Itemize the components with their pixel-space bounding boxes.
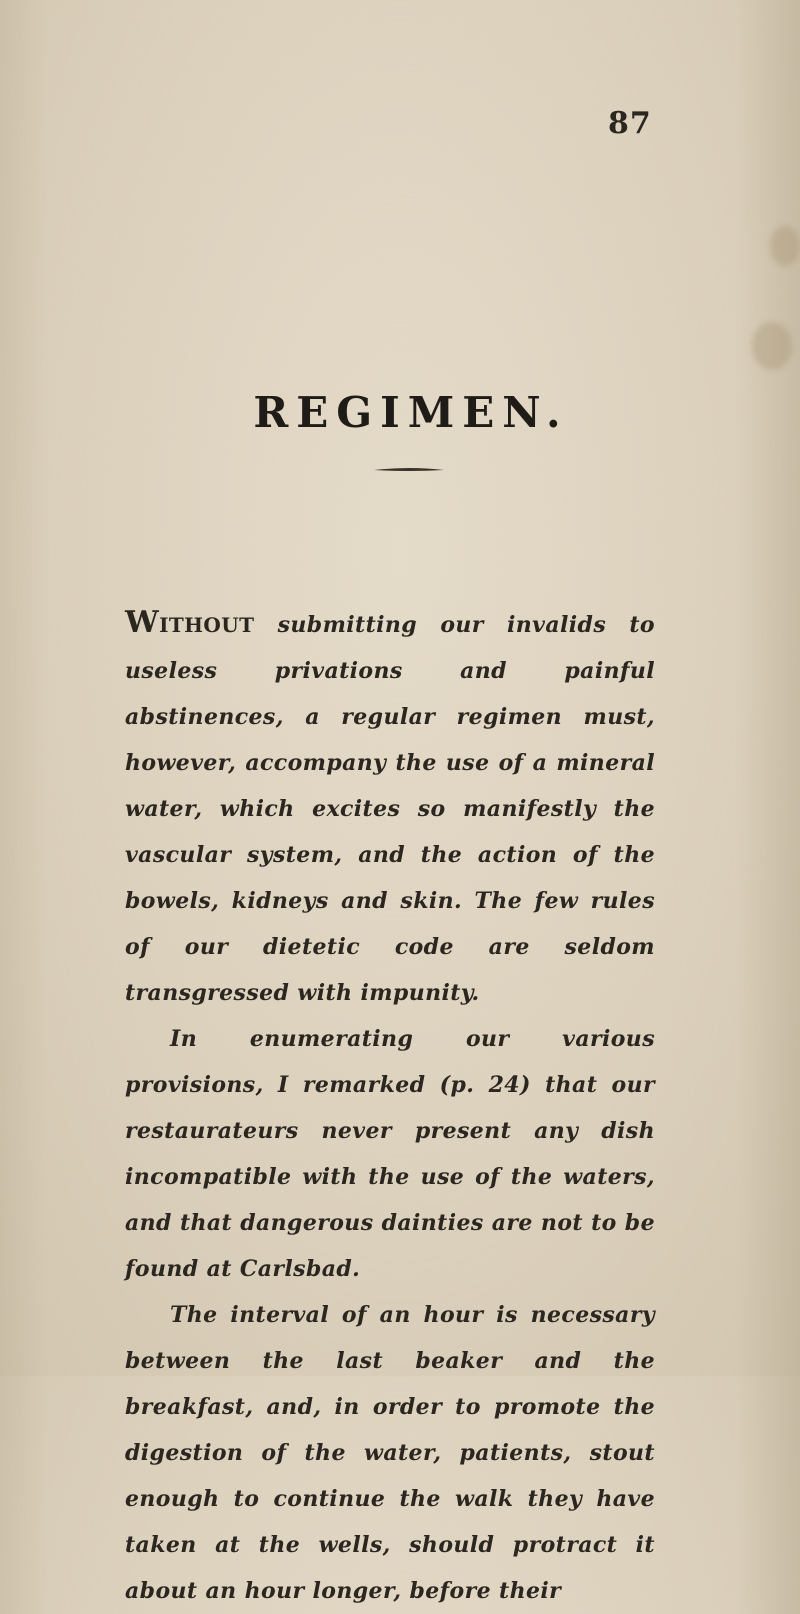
paragraph-3: The interval of an hour is necessary between the last beaker and the breakfast, and, in order to promote the digestion of the water, patients, stout enough to continue the walk they have taken at the wells, should protract it about an hour longer, before their xyxy=(125,1302,655,1604)
body-text xyxy=(125,600,655,1614)
paragraph-2: In enumerating our various provisions, I remarked (p. 24) that our restaurateurs never present any dish incompatible with the use of the waters, and that dangerous dainties are not to be found at Carlsbad. xyxy=(125,1026,655,1282)
paragraph-1 xyxy=(125,600,655,1016)
drop-cap: W xyxy=(125,605,160,640)
paper-stain xyxy=(752,322,792,370)
opening-word: ITHOUT xyxy=(159,613,255,637)
page-number: 87 xyxy=(608,106,652,141)
title-ornament-rule xyxy=(372,466,446,474)
paper-stain xyxy=(770,226,800,266)
chapter-title: REGIMEN. xyxy=(253,388,569,437)
paragraph-1-text: submitting our invalids to useless privations and painful abstinences, a regular regimen must, however, accompany the use of a mineral water, which excites so manifestly the vascular system, and the action of the bowels, kidneys and skin. The few rules of our dietetic code are seldom transgressed with impunity. xyxy=(125,612,655,1006)
